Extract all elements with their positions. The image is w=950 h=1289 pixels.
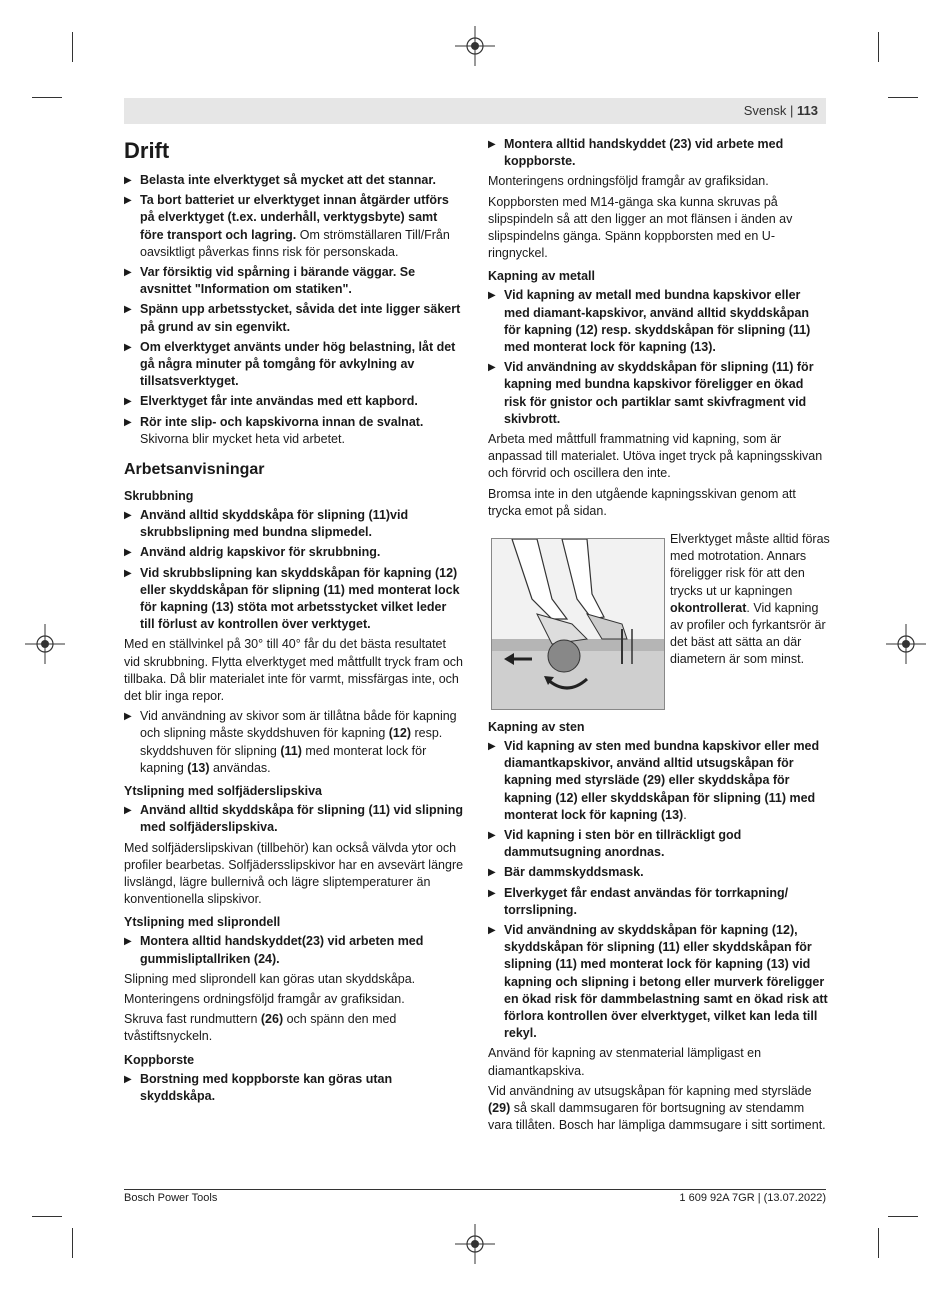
bullet-arrow-icon: ▶ — [124, 805, 132, 817]
bullet-arrow-icon: ▶ — [124, 195, 132, 207]
bullet-arrow-icon: ▶ — [124, 936, 132, 948]
crop-mark — [32, 1216, 62, 1217]
list-item — [124, 1071, 464, 1105]
list-item — [124, 172, 464, 189]
registration-mark-icon — [455, 26, 495, 66]
crop-mark — [878, 1228, 879, 1258]
list-item-text: Vid användning av skyddskåpan för kapning (12), skyddskåpan för slipning (11) eller skyddskåpan för slipning (11) med monterat lock för kapning (13) vid kapning och slipning i betong eller murverk föreligger en ökad risk för dammbelastning samt en ökad risk att förlora kontrollen över elverktyget, vilket kan leda till rekyl. — [504, 923, 828, 1041]
sliprondell-paragraph-3: Skruva fast rundmuttern (26) och spänn den med tvåstiftsnyckeln. — [124, 1012, 397, 1044]
list-item — [488, 287, 828, 356]
list-item-text: Montera alltid handskyddet (23) vid arbete med koppborste. — [504, 137, 784, 169]
bullet-arrow-icon: ▶ — [488, 139, 496, 150]
solfjader-heading: Ytslipning med solfjäderslipskiva — [124, 784, 322, 799]
right-column-top — [488, 136, 828, 523]
grinder-cutting-figure — [492, 539, 664, 709]
list-item — [488, 136, 828, 170]
list-item — [488, 922, 828, 1042]
bullet-arrow-icon: ▶ — [488, 925, 496, 937]
list-item-text: Bär dammskyddsmask. — [504, 865, 644, 880]
list-item — [124, 301, 464, 335]
bullet-arrow-icon: ▶ — [124, 341, 132, 353]
page-header — [124, 98, 826, 124]
sliprondell-heading: Ytslipning med sliprondell — [124, 915, 281, 930]
crop-mark — [888, 97, 918, 98]
bullet-arrow-icon: ▶ — [124, 567, 132, 579]
metall-paragraph-2: Bromsa inte in den utgående kapningsskivan genom att trycka emot på sidan. — [488, 486, 796, 518]
list-item-text: Rör inte slip- och kapskivorna innan de svalnat. Skivorna blir mycket heta vid arbetet. — [140, 414, 424, 446]
arbetsanvisningar-heading: Arbetsanvisningar — [124, 461, 265, 479]
crop-mark — [72, 32, 73, 62]
list-item-text: Vid kapning av sten med bundna kapskivor eller med diamantkapskivor, använd alltid utsugskåpan för kapning med styrsläde (29) eller skyddskåpa för kapning (12) eller skyddskåpan för slipning (11) med monterat lock för kapning (13). — [504, 739, 820, 822]
koppborste-paragraph-1: Monteringens ordningsföljd framgår av grafiksidan. — [488, 174, 769, 189]
sten-heading: Kapning av sten — [488, 720, 585, 734]
list-item — [124, 933, 464, 967]
list-item-text: Vid kapning i sten bör en tillräckligt god dammutsugning anordnas. — [504, 828, 742, 860]
page-number: 113 — [797, 103, 818, 118]
list-item — [124, 802, 464, 836]
bullet-arrow-icon: ▶ — [488, 867, 496, 879]
sliprondell-paragraph-2: Monteringens ordningsföljd framgår av grafiksidan. — [124, 991, 405, 1006]
footer-docnumber: 1 609 92A 7GR | (13.07.2022) — [679, 1192, 826, 1204]
list-item — [488, 864, 828, 881]
list-item-text: Vid skrubbslipning kan skyddskåpan för kapning (12) eller skyddskåpan för slipning (11) med monterat lock för kapning (13) stöta mot arbetsstycket vilket leder till förlust av kontrollen över verktyget. — [140, 565, 460, 632]
page-header-text — [744, 103, 818, 118]
bullet-arrow-icon: ▶ — [124, 510, 132, 522]
header-separator: | — [790, 103, 794, 118]
list-item — [124, 565, 464, 634]
figure-caption-text: Elverktyget måste alltid föras med motrotation. Annars föreligger risk för att den trycks ut ur kapningen okontrollerat. Vid kapning av profiler och fyrkantsrör är det bäst att sätta an där diametern är som minst. — [670, 532, 830, 667]
sten-bullet-list — [488, 827, 828, 1042]
koppborste-heading: Koppborste — [124, 1052, 195, 1067]
section-title: Drift — [124, 138, 170, 163]
header-language: Svensk — [743, 103, 787, 118]
footer-rule — [124, 1189, 826, 1190]
list-item — [488, 738, 828, 824]
bullet-arrow-icon: ▶ — [124, 547, 132, 559]
list-item — [124, 507, 464, 541]
bullet-arrow-icon: ▶ — [124, 396, 132, 408]
crop-mark — [888, 1216, 918, 1217]
list-item — [488, 885, 828, 919]
bullet-arrow-icon: ▶ — [124, 711, 132, 723]
sliprondell-paragraph-1: Slipning med sliprondell kan göras utan skyddskåpa. — [124, 971, 416, 986]
skrubbning-heading: Skrubbning — [124, 489, 194, 504]
koppborste-paragraph-2: Koppborsten med M14-gänga ska kunna skruvas på slipspindeln så att den ligger an mot flänsen i änden av slipspindelns gänga. Spänn koppborsten med en U-ringnyckel. — [488, 194, 793, 261]
crop-mark — [72, 1228, 73, 1258]
drift-bullet-list — [124, 172, 464, 448]
bullet-arrow-icon: ▶ — [488, 741, 496, 752]
list-item-text: Elverkyget får endast användas för torrkapning/ torrslipning. — [504, 885, 789, 917]
skrubbning-bullet-list — [124, 507, 464, 633]
list-item-text: Vid kapning av metall med bundna kapskivor eller med diamant-kapskivor, använd alltid skyddskåpan för kapning (12) resp. skyddskåpan för slipning (11) med monterat lock för kapning (13). — [504, 288, 811, 355]
bullet-arrow-icon: ▶ — [124, 416, 132, 428]
registration-mark-icon — [886, 624, 926, 664]
bullet-arrow-icon: ▶ — [488, 362, 496, 374]
footer-brand: Bosch Power Tools — [124, 1192, 218, 1204]
list-item-text: Använd alltid skyddskåpa för slipning (11) vid slipning med solfjäderslipskiva. — [140, 803, 463, 835]
list-item-text: Använd alltid skyddskåpa för slipning (11)vid skrubbslipning med bundna slipmedel. — [140, 508, 409, 540]
list-item — [124, 264, 464, 298]
list-item — [124, 708, 464, 777]
metall-paragraph-1: Arbeta med måttfull frammatning vid kapning, som är anpassad till materialet. Utöva inget tryck på kapningsskivan och förvrid och oscillera den inte. — [488, 432, 823, 481]
list-item — [124, 192, 464, 261]
left-column — [124, 138, 464, 1108]
crop-mark — [878, 32, 879, 62]
bullet-arrow-icon: ▶ — [124, 175, 132, 186]
metall-heading: Kapning av metall — [488, 269, 595, 284]
registration-mark-icon — [25, 624, 65, 664]
bullet-arrow-icon: ▶ — [488, 830, 496, 842]
list-item-text: Borstning med koppborste kan göras utan skyddskåpa. — [140, 1071, 393, 1103]
list-item-text: Montera alltid handskyddet(23) vid arbeten med gummisliptallriken (24). — [140, 934, 424, 966]
list-item-text: Om elverktyget använts under hög belastning, låt det gå några minuter på tomgång för avkylning av tillsatsverktyget. — [140, 339, 456, 389]
registration-mark-icon — [455, 1224, 495, 1264]
metall-bullet-list — [488, 287, 828, 428]
list-item — [124, 339, 464, 391]
right-column-bottom — [488, 713, 828, 1137]
cutting-illustration — [491, 538, 665, 710]
list-item — [124, 414, 464, 448]
list-item-text: Vid användning av skivor som är tillåtna både för kapning och slipning måste skyddshuven för kapning (12) resp. skyddshuven för slipning (11) med monterat lock för kapning (13) användas. — [140, 709, 457, 775]
sten-paragraph-1: Använd för kapning av stenmaterial lämpligast en diamantkapskiva. — [488, 1046, 762, 1078]
bullet-arrow-icon: ▶ — [488, 887, 496, 899]
list-item-text: Belasta inte elverktyget så mycket att det stannar. — [140, 173, 436, 187]
list-item — [488, 827, 828, 861]
solfjader-paragraph: Med solfjäderslipskivan (tillbehör) kan också välvda ytor och profiler bearbetas. Solfjädersslipskivor har en avsevärt längre livslängd, lägre bullernivå och lägre sliptemperaturer än konventionella slipskivor. — [124, 840, 464, 907]
list-item-text: Elverktyget får inte användas med ett kapbord. — [140, 394, 418, 409]
bullet-arrow-icon: ▶ — [488, 290, 496, 302]
bullet-arrow-icon: ▶ — [124, 267, 132, 279]
crop-mark — [32, 97, 62, 98]
list-item-text: Spänn upp arbetsstycket, såvida det inte ligger säkert på grund av sin egenvikt. — [140, 302, 461, 334]
list-item — [124, 393, 464, 410]
skrubbning-paragraph: Med en ställvinkel på 30° till 40° får du det bästa resultatet vid skrubbning. Flytta elverktyget med måttfullt tryck fram och tillbaka. Då blir materialet inte för varmt, missfärgas inte, och det blir inga repor. — [124, 637, 464, 704]
list-item-text: Ta bort batteriet ur elverktyget innan åtgärder utförs på elverktyget (t.ex. underhåll, verktygsbyte) samt före transport och lagring. Om strömställaren Till/Från oavsiktligt påverkas finns risk för personskada. — [140, 193, 450, 259]
list-item — [124, 544, 464, 561]
bullet-arrow-icon: ▶ — [124, 1073, 132, 1085]
bullet-arrow-icon: ▶ — [124, 304, 132, 316]
list-item-text: Använd aldrig kapskivor för skrubbning. — [140, 545, 381, 560]
sten-paragraph-2: Vid användning av utsugskåpan för kapning med styrsläde (29) så skall dammsugaren för bortsugning av stendamm vara tillåten. Bosch har lämpliga dammsugare i sitt sortiment. — [488, 1083, 826, 1133]
list-item — [488, 359, 828, 428]
list-item-text: Vid användning av skyddskåpan för slipning (11) för kapning med bundna kapskivor föreligger en ökad risk för gnistor och partiklar samt skivfragment vid skivbrott. — [504, 360, 814, 426]
list-item-text: Var försiktig vid spårning i bärande väggar. Se avsnittet "Information om statiken". — [140, 265, 416, 297]
